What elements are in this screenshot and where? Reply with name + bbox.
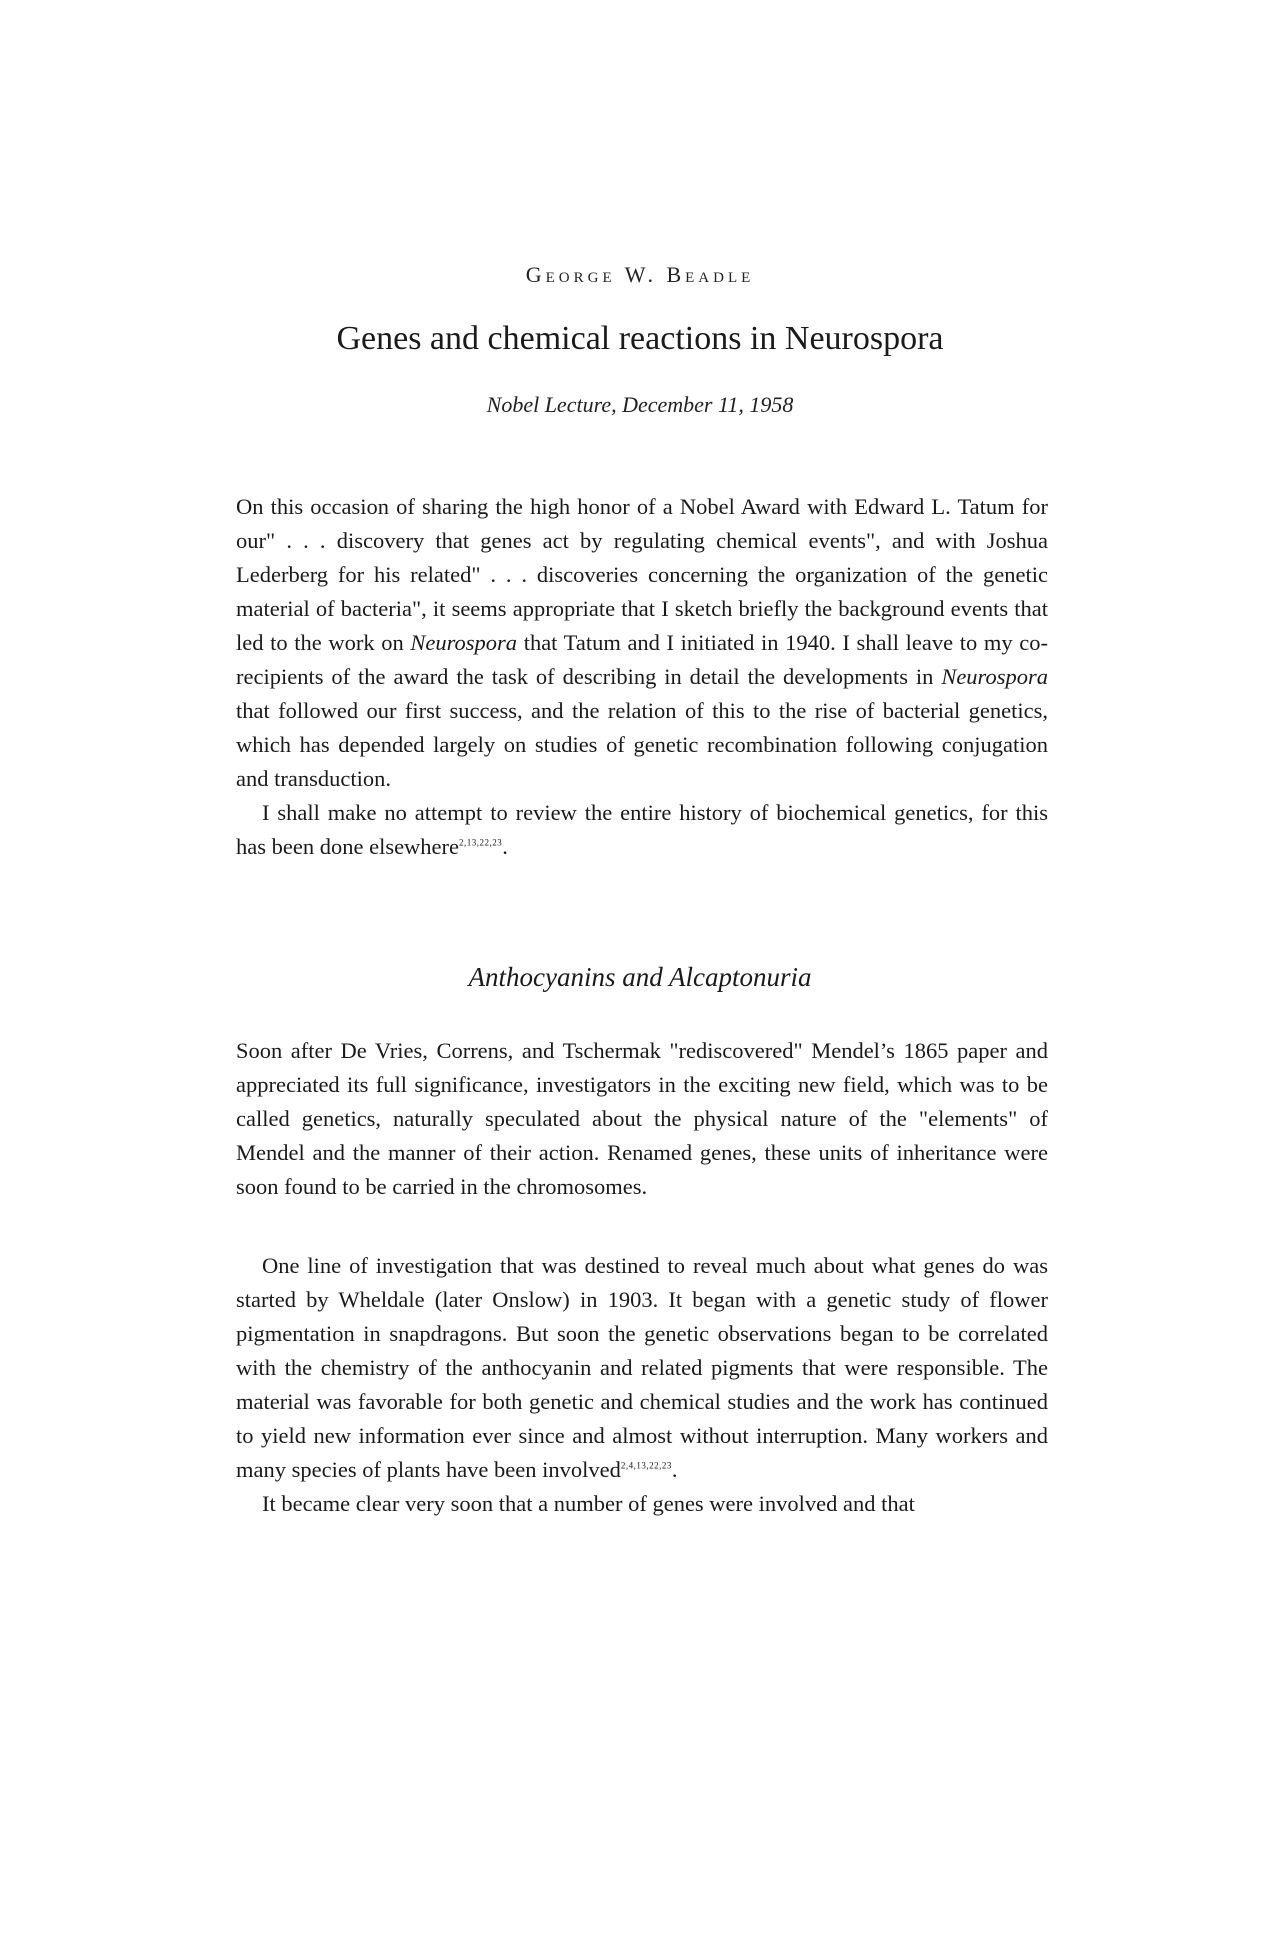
author-name: George W. Beadle <box>525 262 755 287</box>
neurospora-term: Neurospora <box>410 630 518 655</box>
intro-text-3: that followed our first success, and the relation of this to the rise of bacterial genetics, which has depended largely on studies of genetic recombination following conjugation and transduction. <box>236 698 1048 791</box>
reference-superscript: 2,4,13,22,23 <box>620 1460 672 1471</box>
lecture-title: Genes and chemical reactions in Neurospora <box>336 320 944 357</box>
intro-paragraph <box>236 490 1048 796</box>
wheldale-period: . <box>671 1457 678 1482</box>
neurospora-term: Neurospora <box>941 664 1048 689</box>
review-text: I shall make no attempt to review the entire history of biochemical genetics, for this has been done elsewhere <box>236 800 1048 859</box>
genes-involved-paragraph: It became clear very soon that a number of genes were involved and that <box>262 1491 915 1516</box>
wheldale-text: One line of investigation that was destined to reveal much about what genes do was started by Wheldale (later Onslow) in 1903. It began with a genetic study of flower pigmentation in snapdragons. But soon the genetic observations began to be correlated with the chemistry of the anthocyanin and related pigments that were responsible. The material was favorable for both genetic and chemical studies and the work has continued to yield new information ever since and almost without interruption. Many workers and many species of plants have been involved <box>236 1253 1048 1482</box>
review-period: . <box>502 834 508 859</box>
lecture-subtitle: Nobel Lecture, December 11, 1958 <box>486 392 794 417</box>
review-paragraph <box>236 796 1048 864</box>
intro-text-1: On this occasion of sharing the high honor of a Nobel Award with Edward L. Tatum for our" . . . discovery that genes act by regulating chemical events", and with Joshua Lederberg for his related" . . . discoveries concerning the organization of the genetic material of bacteria", it seems appropriate that I sketch briefly the background events that led to the work on <box>236 494 1048 655</box>
section-heading: Anthocyanins and Alcaptonuria <box>468 962 812 992</box>
rediscovery-paragraph: Soon after De Vries, Correns, and Tschermak "rediscovered" Mendel’s 1865 paper and appreciated its full significance, investigators in the exciting new field, which was to be called genetics, naturally speculated about the physical nature of the "elements" of Mendel and the manner of their action. Renamed genes, these units of inheritance were soon found to be carried in the chromosomes. <box>236 1038 1048 1199</box>
reference-superscript: 2,13,22,23 <box>459 837 503 848</box>
anthocyanin-section-continued <box>236 1249 1048 1521</box>
anthocyanin-section <box>236 1034 1048 1204</box>
intro-text-2: that Tatum and I initiated in 1940. I shall leave to my co-recipients of the award the task of describing in detail the developments in <box>236 630 1049 689</box>
wheldale-paragraph <box>236 1249 1048 1487</box>
intro-section <box>236 490 1048 864</box>
